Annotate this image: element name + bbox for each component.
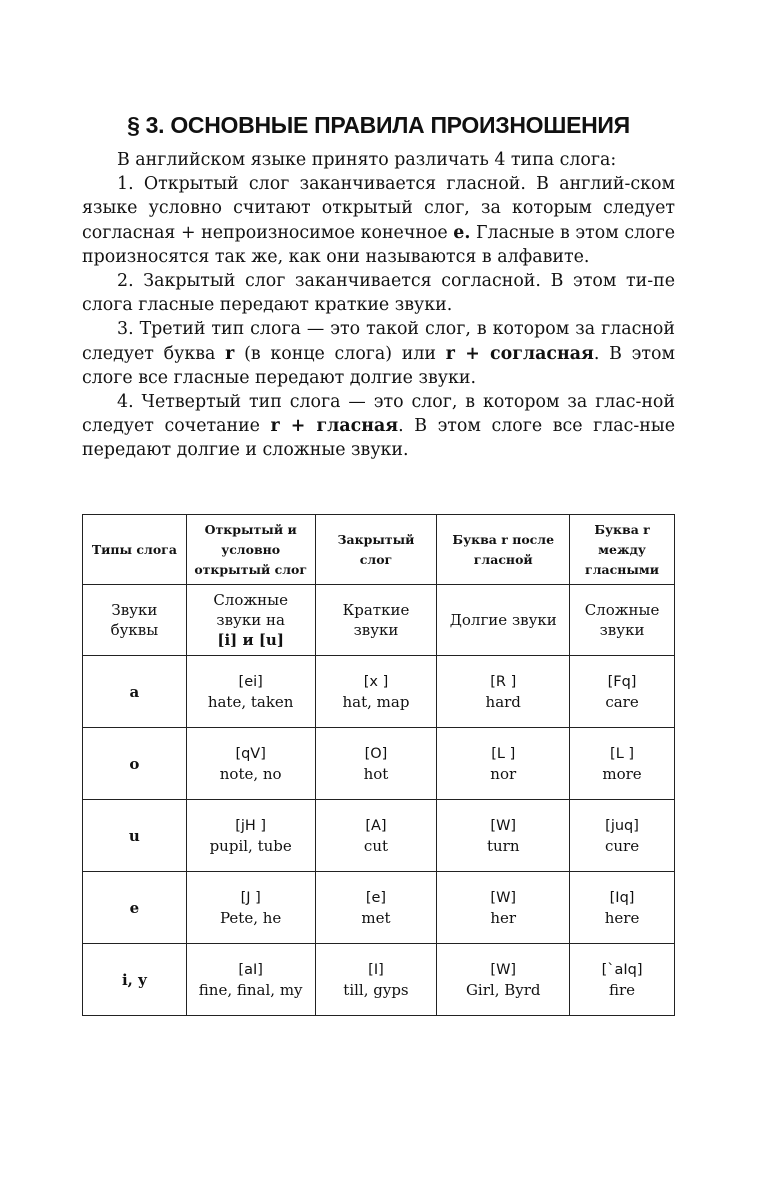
example-words: her — [490, 908, 517, 927]
transcription: [W] — [490, 889, 517, 906]
example-words: here — [604, 908, 640, 927]
table-cell — [315, 656, 437, 728]
paragraph-1 — [82, 172, 675, 269]
paragraph-3 — [82, 317, 675, 390]
table-row — [83, 728, 675, 800]
paragraph-intro: В английском языке принято различать 4 типа слога: — [117, 150, 617, 170]
header-cell: Буква r после гласной — [437, 515, 570, 585]
p4-bold-r-vowel: r + гласная — [270, 416, 399, 437]
transcription: [L ] — [491, 745, 516, 762]
table-cell — [315, 728, 437, 800]
table-cell — [186, 656, 315, 728]
table-cell — [186, 800, 315, 872]
transcription: [W] — [490, 817, 517, 834]
table-cell: Долгие звуки — [437, 585, 570, 656]
p1-text-a: 1. Открытый слог заканчивается гласной. В англий-ском языке условно считают открытый слог, за которым следует согласная + непроизносимое конечное — [82, 174, 675, 243]
transcription: [qV] — [235, 745, 266, 762]
transcription: [O] — [364, 745, 388, 762]
example-words: hot — [363, 764, 389, 783]
p4-text-c: . В этом слоге все глас-ные передают долгие и сложные звуки. — [82, 416, 675, 461]
example-words: cure — [604, 836, 640, 855]
transcription: [J ] — [240, 889, 261, 906]
cell-bold-text: [i] и [u] — [217, 631, 284, 649]
section-title: § 3. ОСНОВНЫЕ ПРАВИЛА ПРОИЗНОШЕНИЯ — [127, 112, 630, 138]
example-words: met — [361, 908, 391, 927]
transcription: [W] — [490, 961, 517, 978]
paragraph-4 — [82, 390, 675, 463]
table-cell — [186, 728, 315, 800]
table-header-row — [83, 515, 675, 585]
example-words: hard — [485, 692, 521, 711]
p4-text-a: 4. Четвертый тип слога — это слог, в котором за глас-ной следует сочетание — [82, 392, 675, 437]
transcription: [I] — [368, 961, 384, 978]
letter-cell: i, y — [83, 944, 187, 1016]
table-cell — [186, 872, 315, 944]
table-cell — [437, 800, 570, 872]
transcription: [R ] — [490, 673, 517, 690]
example-words: till, gyps — [343, 980, 409, 999]
transcription: [L ] — [610, 745, 635, 762]
letter-cell: u — [83, 800, 187, 872]
page-content — [82, 112, 675, 463]
p3-text-e: . В этом слоге все гласные передают долгие звуки. — [82, 343, 675, 388]
example-words: fire — [609, 980, 636, 999]
transcription: [e] — [365, 889, 387, 906]
header-cell: Типы слога — [83, 515, 187, 585]
table-cell: Краткие звуки — [315, 585, 437, 656]
p3-text-c: (в конце слога) или — [234, 343, 446, 364]
example-words: pupil, tube — [209, 836, 292, 855]
transcription: [A] — [365, 817, 387, 834]
transcription: [x ] — [363, 673, 389, 690]
transcription: [jH ] — [235, 817, 267, 834]
example-words: hat, map — [342, 692, 410, 711]
table-cell — [437, 728, 570, 800]
table-row — [83, 800, 675, 872]
table-cell — [437, 872, 570, 944]
p3-bold-r: r — [225, 343, 235, 364]
letter-cell: a — [83, 656, 187, 728]
table-cell — [315, 800, 437, 872]
table-cell — [570, 944, 675, 1016]
example-words: fine, final, my — [198, 980, 303, 999]
table-cell: Сложные звуки — [570, 585, 675, 656]
transcription: [ei] — [238, 673, 263, 690]
table-cell — [570, 800, 675, 872]
table-cell — [570, 872, 675, 944]
header-cell: Открытый и условно открытый слог — [186, 515, 315, 585]
transcription: [Fq] — [607, 673, 637, 690]
p1-bold-e: e. — [453, 222, 471, 243]
p3-bold-r-consonant: r + согласная — [445, 343, 594, 364]
transcription: [juq] — [605, 817, 639, 834]
example-words: turn — [486, 836, 520, 855]
table-cell — [186, 585, 315, 656]
p1-text-c: Гласные в этом слоге произносятся так же, как они называются в алфавите. — [82, 222, 675, 267]
letter-cell: e — [83, 872, 187, 944]
header-cell: Закрытый слог — [315, 515, 437, 585]
header-cell: Буква r между гласными — [570, 515, 675, 585]
p3-text-a: 3. Третий тип слога — это такой слог, в котором за гласной следует буква — [82, 319, 675, 364]
table-cell — [437, 656, 570, 728]
letter-cell: o — [83, 728, 187, 800]
example-words: Pete, he — [220, 908, 282, 927]
paragraph-2: 2. Закрытый слог заканчивается согласной. В этом ти-пе слога гласные передают краткие звуки. — [82, 271, 675, 316]
transcription: [Iq] — [609, 889, 635, 906]
syllable-types-table — [82, 514, 675, 1016]
example-words: nor — [490, 764, 517, 783]
example-words: Girl, Byrd — [465, 980, 541, 999]
table-cell — [315, 872, 437, 944]
table-cell: Звуки буквы — [83, 585, 187, 656]
transcription: [aI] — [238, 961, 263, 978]
example-words: note, no — [219, 764, 282, 783]
transcription: [`aIq] — [601, 961, 643, 978]
example-words: hate, taken — [207, 692, 294, 711]
table-cell — [186, 944, 315, 1016]
cell-text: Сложные звуки на — [213, 591, 288, 629]
table-row — [83, 944, 675, 1016]
table-row — [83, 872, 675, 944]
example-words: care — [605, 692, 639, 711]
table-cell — [570, 728, 675, 800]
table-cell — [570, 656, 675, 728]
example-words: cut — [363, 836, 389, 855]
table-row — [83, 656, 675, 728]
table-cell — [315, 944, 437, 1016]
table-cell — [437, 944, 570, 1016]
table-sounds-row — [83, 585, 675, 656]
example-words: more — [602, 764, 642, 783]
